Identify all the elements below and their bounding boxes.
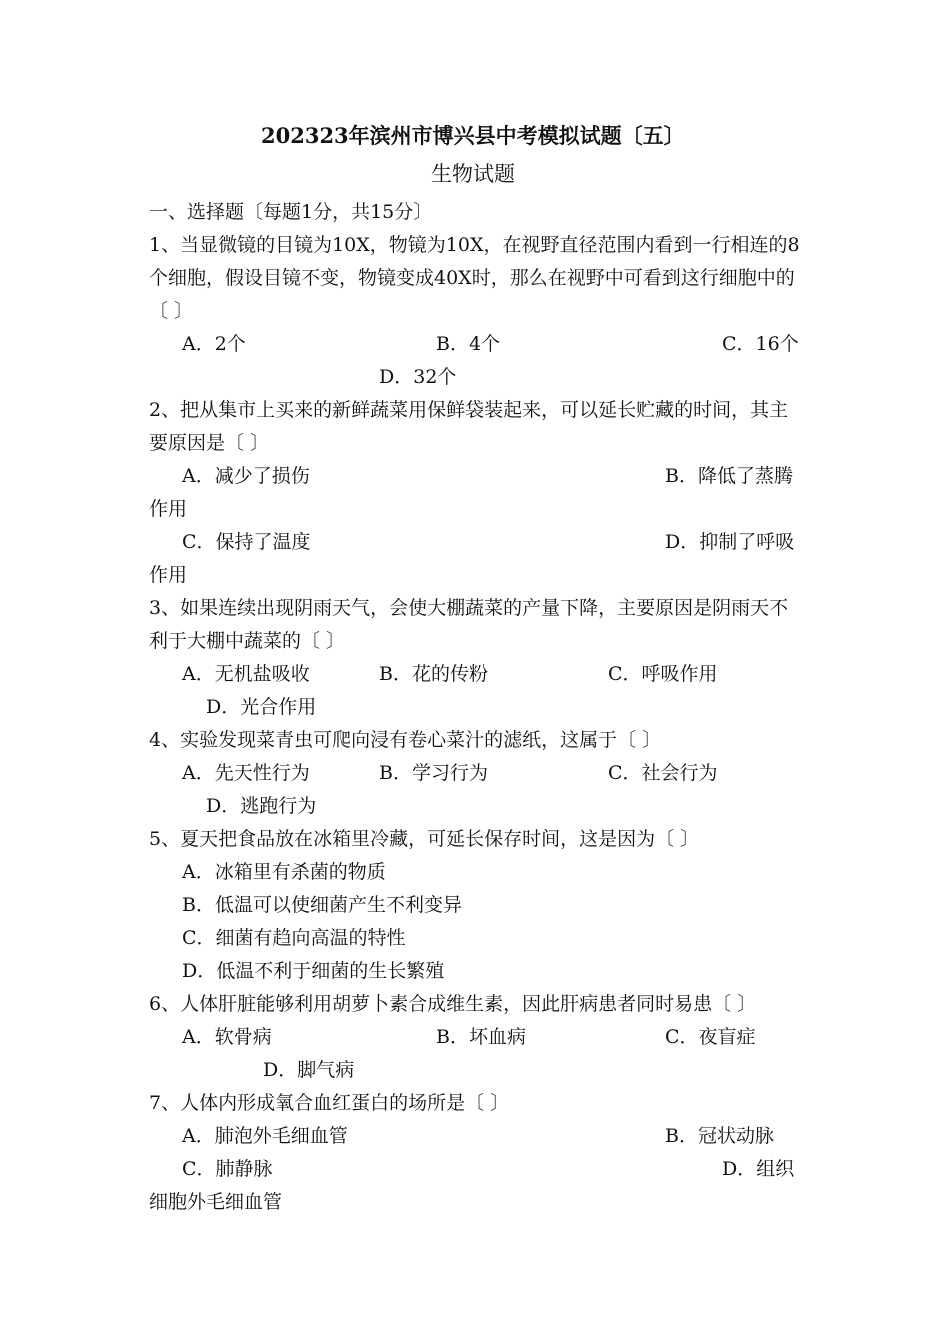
- exam-subtitle: 生物试题: [431, 162, 515, 186]
- question-4-line-1: 4、实验发现菜青虫可爬向浸有卷心菜汁的滤纸，这属于〔 〕: [149, 729, 662, 751]
- question-3-line-1: 3、如果连续出现阴雨天气，会使大棚蔬菜的产量下降，主要原因是阴雨天不: [149, 597, 789, 619]
- question-4-option-a: A．先天性行为: [182, 762, 310, 784]
- question-1-line-2: 个细胞，假设目镜不变，物镜变成40X时，那么在视野中可看到这行细胞中的: [149, 267, 795, 289]
- question-2-line-2: 要原因是〔 〕: [149, 432, 270, 454]
- question-2-option-d: D．抑制了呼吸: [665, 531, 795, 553]
- question-2-option-a: A．减少了损伤: [182, 465, 310, 487]
- question-5-line-1: 5、夏天把食品放在冰箱里冷藏，可延长保存时间，这是因为〔 〕: [149, 828, 700, 850]
- question-4-option-b: B．学习行为: [379, 762, 488, 784]
- question-3-option-a: A．无机盐吸收: [182, 663, 310, 685]
- question-2-option-d-continued: 作用: [149, 564, 188, 586]
- question-7-option-c: C．肺静脉: [182, 1158, 273, 1180]
- question-1-option-d: D．32个: [379, 366, 457, 388]
- question-4-option-d: D．逃跑行为: [206, 795, 317, 817]
- question-1-line-1: 1、当显微镜的目镜为10X，物镜为10X，在视野直径范围内看到一行相连的8: [149, 234, 800, 256]
- question-6-option-d: D．脚气病: [263, 1059, 355, 1081]
- question-7-option-b: B．冠状动脉: [665, 1125, 774, 1147]
- question-2-line-1: 2、把从集市上买来的新鲜蔬菜用保鲜袋装起来，可以延长贮藏的时间，其主: [149, 399, 789, 421]
- question-7-option-a: A．肺泡外毛细血管: [182, 1125, 348, 1147]
- question-3-option-c: C．呼吸作用: [608, 663, 718, 685]
- question-7-option-d: D．组织: [722, 1158, 795, 1180]
- question-2-option-b-continued: 作用: [149, 498, 188, 520]
- question-7-option-d-continued: 细胞外毛细血管: [149, 1191, 283, 1213]
- question-3-line-2: 利于大棚中蔬菜的〔 〕: [149, 630, 346, 652]
- question-5-option-c: C．细菌有趋向高温的特性: [182, 927, 406, 949]
- question-1-line-3: 〔 〕: [149, 300, 194, 322]
- exam-title: 202323年滨州市博兴县中考模拟试题〔五〕: [261, 123, 685, 148]
- question-4-option-c: C．社会行为: [608, 762, 718, 784]
- question-6-line-1: 6、人体肝脏能够利用胡萝卜素合成维生素，因此肝病患者同时易患〔 〕: [149, 993, 757, 1015]
- question-1-option-c: C．16个: [722, 333, 799, 355]
- question-2-option-b: B．降低了蒸腾: [665, 465, 793, 487]
- question-5-option-b: B．低温可以使细菌产生不利变异: [182, 894, 462, 916]
- section-heading: 一、选择题〔每题1分，共15分〕: [149, 201, 433, 223]
- question-6-option-a: A．软骨病: [182, 1026, 272, 1048]
- question-1-option-a: A．2个: [182, 333, 246, 355]
- question-5-option-d: D．低温不利于细菌的生长繁殖: [182, 960, 445, 982]
- question-1-option-b: B．4个: [436, 333, 501, 355]
- question-6-option-b: B．坏血病: [436, 1026, 526, 1048]
- question-2-option-c: C．保持了温度: [182, 531, 311, 553]
- question-3-option-d: D．光合作用: [206, 696, 317, 718]
- question-7-line-1: 7、人体内形成氧合血红蛋白的场所是〔 〕: [149, 1092, 510, 1114]
- question-3-option-b: B．花的传粉: [379, 663, 488, 685]
- question-5-option-a: A．冰箱里有杀菌的物质: [182, 861, 386, 883]
- question-6-option-c: C．夜盲症: [665, 1026, 756, 1048]
